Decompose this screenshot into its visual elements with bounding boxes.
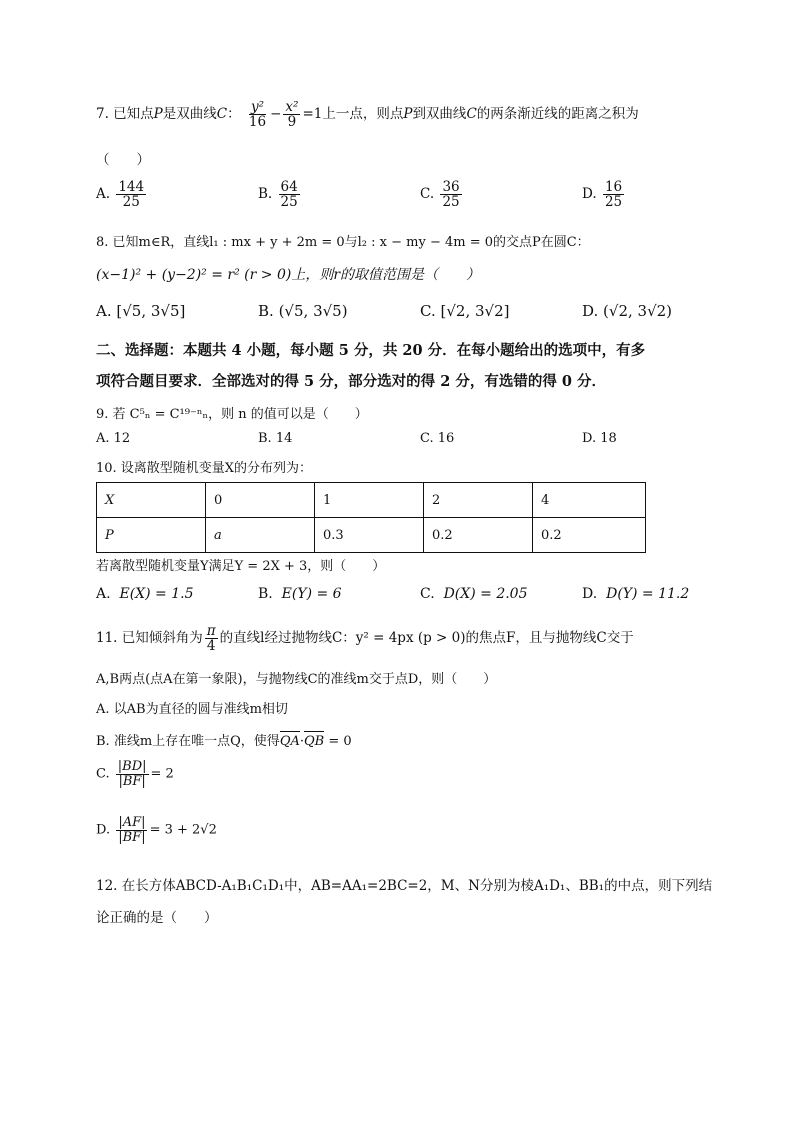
table-cell: 2 [424, 483, 533, 518]
table-cell: 4 [533, 483, 646, 518]
table-cell: 0.2 [424, 518, 533, 553]
q7-option-c: C. $\frac{36}{25}$ [420, 179, 460, 211]
q10-condition: 若离散型随机变量Y满足Y = 2X + 3，则（ ） [96, 559, 386, 574]
q8-option-a: A. [√5, 3√5] [96, 302, 186, 320]
table-cell: 0.3 [315, 518, 424, 553]
q11-option-c: C. $\frac{|BD|}{|BF|}$ = 2 [96, 759, 174, 789]
q8-option-b: B. (√5, 3√5) [258, 302, 348, 320]
q10-option-a: A. E(X) = 1.5 [96, 586, 194, 602]
table-cell: 0 [206, 483, 315, 518]
q9-option-c: C. 16 [420, 431, 455, 446]
q9-stem: 9. 若 C⁵ₙ = C¹⁹⁻ⁿₙ，则 n 的值可以是（ ） [96, 407, 368, 422]
q7-option-d: D. $\frac{16}{25}$ [582, 179, 623, 211]
section2-heading-line1: 二、选择题：本题共 4 小题，每小题 5 分，共 20 分．在每小题给出的选项中，有多 [96, 342, 646, 359]
distribution-table [96, 482, 646, 553]
q9-option-d: D. 18 [582, 431, 617, 446]
q10-option-d: D. D(Y) = 11.2 [582, 586, 690, 602]
table-row [97, 518, 646, 553]
q11-option-a: A. 以AB为直径的圆与准线m相切 [96, 702, 288, 717]
q7-frac-y: $\frac{\text{y²}}{16}$ [248, 99, 267, 131]
q11-option-d: D. $\frac{|AF|}{|BF|}$ = 3 + 2√2 [96, 815, 217, 845]
q7-answer-paren: （ ） [96, 152, 150, 168]
q12-stem-line1: 12. 在长方体ABCD-A₁B₁C₁D₁中，AB=AA₁=2BC=2，M、N分别为棱A₁D₁、BB₁的中点，则下列结 [96, 878, 713, 894]
vector-qa: QA [279, 734, 300, 749]
q10-option-b: B. E(Y) = 6 [258, 586, 342, 602]
q11-angle-fraction: $\frac{\pi}{4}$ [206, 623, 216, 655]
q9-option-b: B. 14 [258, 431, 293, 446]
q7-option-a: A. $\frac{144}{25}$ [96, 179, 145, 211]
q11-stem-line1: 11. 已知倾斜角为 $\frac{\pi}{4}$ 的直线l经过抛物线C：y² = 4px (p > 0)的焦点F，且与抛物线C交于 [96, 623, 634, 655]
table-cell: X [97, 483, 206, 518]
q9-option-a: A. 12 [96, 431, 131, 446]
table-cell: 0.2 [533, 518, 646, 553]
table-cell: a [206, 518, 315, 553]
table-cell: 1 [315, 483, 424, 518]
table-cell: P [97, 518, 206, 553]
q7-option-b: B. $\frac{64}{25}$ [258, 179, 298, 211]
q8-option-d: D. (√2, 3√2) [582, 302, 673, 320]
q8-stem-line2: (x−1)² + (y−2)² = r² (r > 0)上，则r的取值范围是（ ） [96, 267, 481, 283]
q11-option-b: B. 准线m上存在唯一点Q，使得QA·QB = 0 [96, 734, 352, 749]
vector-qb: QB [304, 734, 325, 749]
table-row [97, 483, 646, 518]
section2-heading-line2: 项符合题目要求．全部选对的得 5 分，部分选对的得 2 分，有选错的得 0 分． [96, 373, 607, 390]
q10-option-c: C. D(X) = 2.05 [420, 586, 528, 602]
q7-stem: 7. 已知点P是双曲线C： $\frac{\text{y²}}{16}$ − $\frac{\text{x²}}{9}$ =1上一点，则点P到双曲线C的两条渐近线的距离之积为 [96, 99, 639, 131]
q11-stem-line2: A,B两点(点A在第一象限)，与抛物线C的准线m交于点D，则（ ） [96, 672, 497, 687]
q12-stem-line2: 论正确的是（ ） [96, 910, 218, 926]
q8-option-c: C. [√2, 3√2] [420, 302, 510, 320]
q7-frac-x: $\frac{\text{x²}}{9}$ [285, 99, 299, 131]
q10-stem: 10. 设离散型随机变量X的分布列为： [96, 461, 313, 476]
q8-stem-line1: 8. 已知m∈R，直线l₁ : mx + y + 2m = 0与l₂ : x − my − 4m = 0的交点P在圆C： [96, 235, 590, 250]
